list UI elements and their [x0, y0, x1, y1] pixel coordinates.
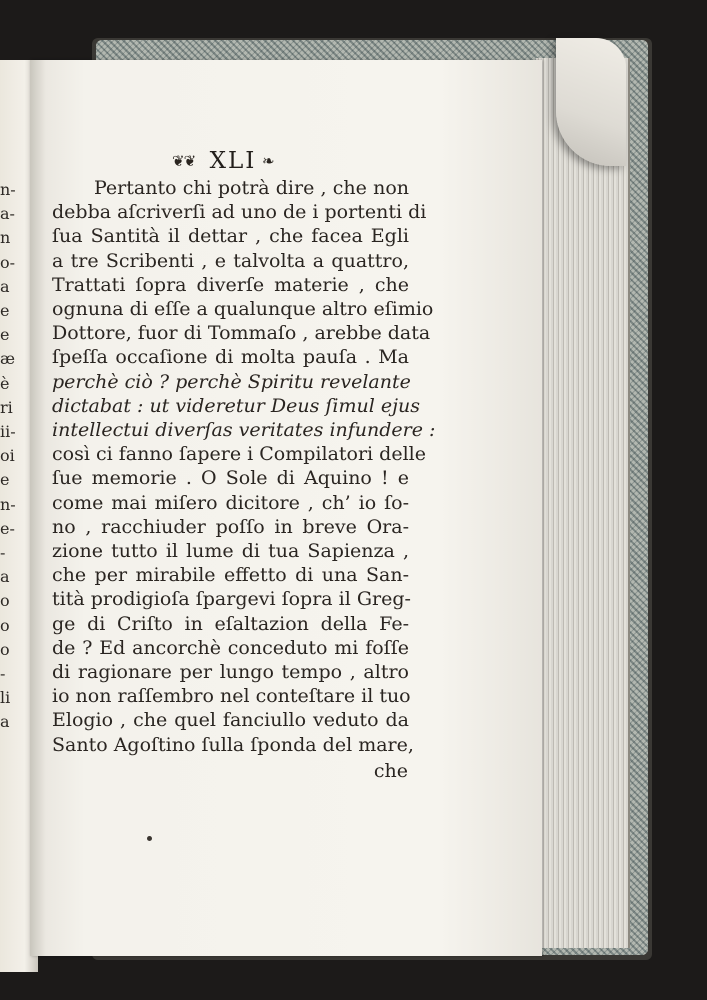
text-line: Santo Agoſtino ſulla ſponda del mare,: [52, 733, 414, 756]
text-line: ſue memorie . O Sole di Aquino ! e: [52, 467, 409, 490]
page-block-edge: [536, 58, 630, 948]
text-line: a tre Scribenti , e talvolta a quattro,: [52, 249, 409, 272]
facing-page-fragment: ri: [0, 397, 13, 417]
text-line: ge di Criſto in eſaltazion della Fe-: [52, 612, 409, 635]
text-line: Pertanto chi potrà dire , che non: [94, 177, 409, 199]
text-line: no , racchiuder poſſo in breve Ora-: [52, 515, 409, 538]
facing-page-fragment: e: [0, 301, 10, 320]
text-line: Dottore, fuor di Tommaſo , arebbe data: [52, 322, 431, 345]
facing-page-fragment: ii-: [0, 422, 16, 441]
text-line: ſpeſſa occaſione di molta pauſa . Ma: [52, 346, 409, 369]
text-line: come mai miſero dicitore , ch’ io ſo-: [52, 491, 409, 514]
text-line: che per mirabile effetto di una San-: [52, 564, 409, 587]
facing-page-fragment: e: [0, 325, 10, 345]
paper-speck: [147, 836, 152, 841]
facing-page-fragment: o-: [0, 252, 16, 272]
facing-page-fragment: a: [0, 567, 10, 587]
catchword: che: [373, 760, 408, 782]
text-line: zione tutto il lume di tua Sapienza ,: [52, 540, 409, 562]
facing-page-fragment: o: [0, 615, 10, 635]
text-line: Trattati ſopra diverſe materie , che: [52, 273, 409, 296]
facing-page-fragment: n: [0, 228, 11, 248]
page-number-heading: XLI: [209, 148, 257, 174]
facing-page-fragment: e-: [0, 518, 15, 538]
ornament-left: ❦❦: [172, 152, 196, 170]
text-line: tità prodigioſa ſpargevi ſopra il Greg-: [52, 588, 411, 611]
facing-page-fragment: a-: [0, 204, 15, 224]
text-line: ſua Santità il dettar , che facea Egli: [52, 225, 409, 248]
text-line: io non raſſembro nel conteſtare il tuo: [52, 685, 411, 708]
text-line: perchè ciò ? perchè Spiritu revelante: [52, 370, 411, 393]
facing-page-fragment: li: [0, 688, 11, 708]
text-line: così ci fanno ſapere i Compilatori delle: [52, 443, 426, 466]
facing-page-fragment: oi: [0, 446, 15, 466]
facing-page-fragment: -: [0, 543, 6, 562]
facing-page-fragment: a: [0, 276, 10, 296]
facing-page-fragment: æ: [0, 349, 16, 369]
facing-page-fragment: n-: [0, 180, 16, 199]
text-line: de ? Ed ancorchè conceduto mi foſſe: [52, 636, 409, 659]
ornament-right: ❧: [262, 152, 274, 170]
facing-page-fragment: e: [0, 470, 10, 490]
text-line: ognuna di eſſe a qualunque altro eſimio: [52, 298, 434, 320]
facing-page-fragment: n-: [0, 494, 16, 514]
text-line: debba aſcriverſi ad uno de i portenti di: [52, 201, 427, 224]
facing-page-fragment: è: [0, 373, 10, 393]
text-line: dictabat : ut videretur Deus ſimul ejus: [52, 394, 421, 417]
text-line: di ragionare per lungo tempo , altro: [52, 661, 409, 683]
facing-page-fragment: o: [0, 591, 10, 611]
facing-page-fragment: a: [0, 712, 10, 732]
facing-page-fragment: -: [0, 664, 6, 683]
text-line: Elogio , che quel fanciullo veduto da: [52, 709, 409, 732]
text-line: intellectui diverſas veritates infundere :: [52, 419, 436, 441]
facing-page-fragment: o: [0, 639, 10, 659]
